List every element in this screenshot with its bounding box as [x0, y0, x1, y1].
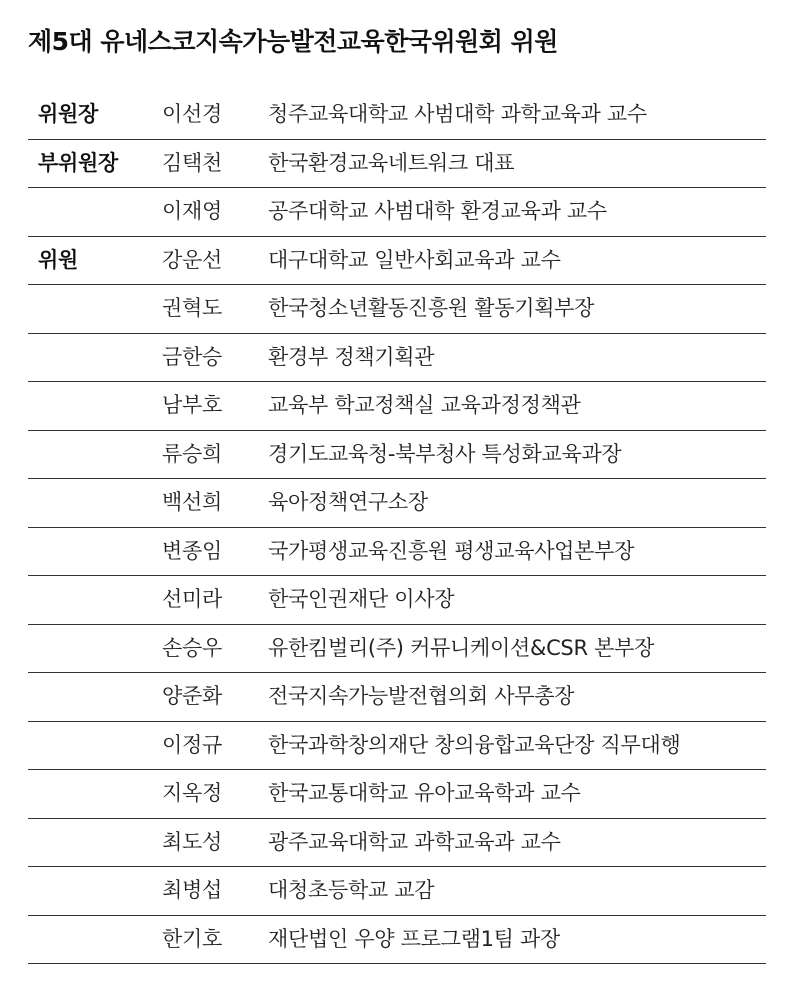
member-affiliation: 육아정책연구소장 — [268, 490, 428, 514]
member-affiliation: 청주교육대학교 사범대학 과학교육과 교수 — [268, 102, 647, 126]
member-name: 이정규 — [162, 732, 222, 757]
member-row — [28, 140, 766, 189]
member-row — [28, 916, 766, 965]
member-row — [28, 382, 766, 431]
member-row — [28, 867, 766, 916]
member-role: 부위원장 — [38, 150, 118, 175]
member-affiliation: 광주교육대학교 과학교육과 교수 — [268, 829, 561, 854]
member-affiliation: 한국교통대학교 유아교육학과 교수 — [268, 781, 581, 805]
member-row — [28, 819, 766, 868]
member-role: 위원 — [38, 247, 78, 272]
member-affiliation: 대구대학교 일반사회교육과 교수 — [268, 247, 561, 272]
member-name: 강운선 — [162, 247, 222, 272]
member-row — [28, 285, 766, 334]
member-row — [28, 625, 766, 674]
member-name: 변종임 — [162, 538, 222, 563]
member-name: 한기호 — [162, 926, 222, 951]
member-role: 위원장 — [38, 102, 98, 126]
member-row — [28, 528, 766, 577]
member-affiliation: 공주대학교 사범대학 환경교육과 교수 — [268, 199, 607, 223]
member-table — [28, 91, 766, 964]
member-name: 금한승 — [162, 344, 222, 369]
member-row — [28, 91, 766, 140]
member-row — [28, 673, 766, 722]
member-affiliation: 전국지속가능발전협의회 사무총장 — [268, 684, 575, 708]
member-row — [28, 722, 766, 771]
member-affiliation: 한국인권재단 이사장 — [268, 587, 455, 611]
member-affiliation: 한국청소년활동진흥원 활동기획부장 — [268, 296, 595, 320]
member-affiliation: 한국환경교육네트워크 대표 — [268, 150, 515, 175]
member-name: 이선경 — [162, 102, 222, 126]
member-row — [28, 237, 766, 286]
member-affiliation: 대청초등학교 교감 — [268, 878, 435, 902]
document-title: 제5대 유네스코지속가능발전교육한국위원회 위원 — [28, 27, 558, 56]
member-affiliation: 유한킴벌리(주) 커뮤니케이션&CSR 본부장 — [268, 635, 655, 660]
member-name: 백선희 — [162, 490, 222, 514]
member-affiliation: 환경부 정책기획관 — [268, 344, 435, 369]
member-name: 손승우 — [162, 635, 222, 660]
member-affiliation: 재단법인 우양 프로그램1팀 과장 — [268, 926, 561, 951]
member-name: 최병섭 — [162, 878, 222, 902]
member-name: 류승희 — [162, 441, 222, 466]
member-affiliation: 경기도교육청-북부청사 특성화교육과장 — [268, 441, 622, 466]
member-row — [28, 576, 766, 625]
member-name: 권혁도 — [162, 296, 222, 320]
member-row — [28, 479, 766, 528]
member-name: 지옥정 — [162, 781, 222, 805]
member-affiliation: 국가평생교육진흥원 평생교육사업본부장 — [268, 538, 635, 563]
member-row — [28, 770, 766, 819]
member-affiliation: 한국과학창의재단 창의융합교육단장 직무대행 — [268, 732, 681, 757]
member-name: 남부호 — [162, 393, 222, 417]
member-affiliation: 교육부 학교정책실 교육과정정책관 — [268, 393, 581, 417]
member-row — [28, 334, 766, 383]
member-name: 최도성 — [162, 829, 222, 854]
member-row — [28, 431, 766, 480]
member-name: 김택천 — [162, 150, 222, 175]
member-name: 선미라 — [162, 587, 222, 611]
member-name: 양준화 — [162, 684, 222, 708]
member-row — [28, 188, 766, 237]
member-name: 이재영 — [162, 199, 222, 223]
